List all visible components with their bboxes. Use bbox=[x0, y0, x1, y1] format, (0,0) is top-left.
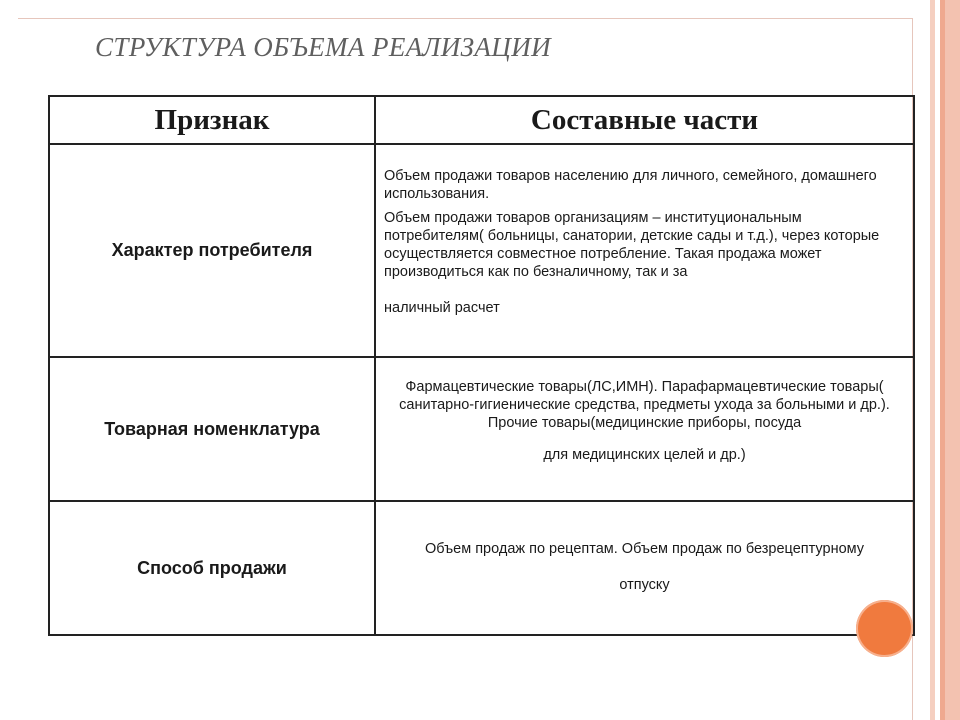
parts-text: Фармацевтические товары(ЛС,ИМН). Парафармацевтические товары( санитарно-гигиенические средства, предметы ухода за больными и др.). Прочие товары(медицинские приборы, посуда bbox=[399, 379, 890, 431]
frame-line-top bbox=[18, 18, 913, 19]
row-parts bbox=[375, 144, 914, 357]
row-sign: Способ продажи bbox=[49, 501, 375, 635]
decorative-orange-circle bbox=[856, 600, 913, 657]
decorative-side-stripes bbox=[930, 0, 960, 720]
parts-text: Объем продажи товаров организациям – институциональным потребителям( больницы, санатории, детские сады и т.д.), через которые осуществляется совместное потребление. Такая продажа может производиться как по безналичному, так и за bbox=[384, 210, 880, 280]
parts-text: отпуску bbox=[619, 577, 670, 593]
header-parts: Составные части bbox=[375, 96, 914, 144]
slide-title: СТРУКТУРА ОБЪЕМА РЕАЛИЗАЦИИ bbox=[95, 32, 552, 62]
parts-text: Объем продажи товаров населению для личного, семейного, домашнего использования. bbox=[384, 168, 877, 202]
row-sign: Товарная номенклатура bbox=[49, 357, 375, 501]
table-row bbox=[49, 357, 914, 501]
table-row bbox=[49, 501, 914, 635]
row-parts bbox=[375, 501, 914, 635]
stripe bbox=[945, 0, 960, 720]
table-header-row bbox=[49, 96, 914, 144]
structure-table bbox=[48, 95, 915, 636]
row-sign: Характер потребителя bbox=[49, 144, 375, 357]
parts-text: для медицинских целей и др.) bbox=[543, 447, 746, 463]
row-parts bbox=[375, 357, 914, 501]
parts-text: наличный расчет bbox=[384, 300, 500, 316]
table-row bbox=[49, 144, 914, 357]
header-sign: Признак bbox=[49, 96, 375, 144]
parts-text: Объем продаж по рецептам. Объем продаж по безрецептурному bbox=[424, 541, 865, 557]
stripe bbox=[930, 0, 935, 720]
